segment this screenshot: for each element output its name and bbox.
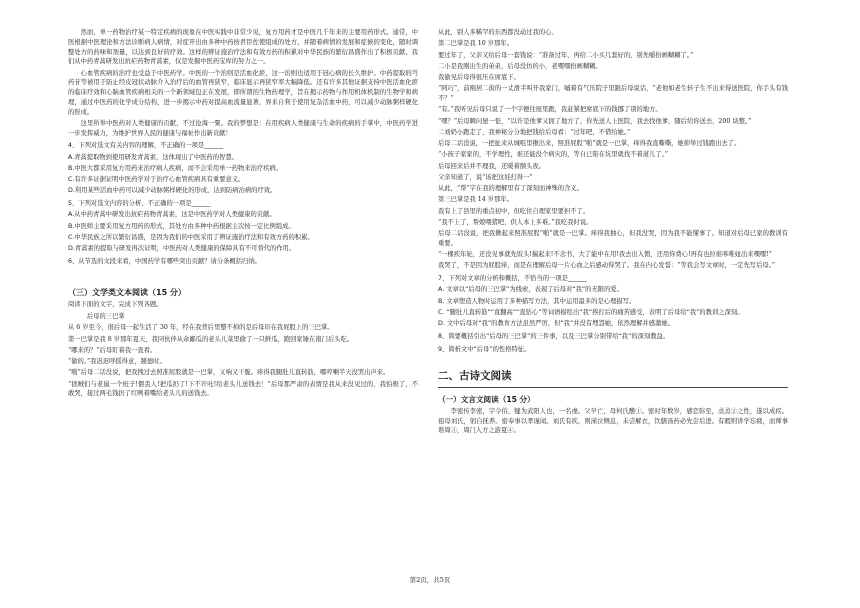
story-paragraph: “一棵疾年轮，还没见事就先饭头!揣起来!不念书，大了能中在用!我去出入佣，还用你费心!再有也拉谁哆唯妞出来嘿嘿!” [438, 251, 772, 258]
story-paragraph: “嘿？”后母瞬问屋一怔，“以许是他爹又拥了地方了，你先送人上医院，我去找他爹，随后给你送去，200 块整。” [438, 117, 752, 125]
question-7-blank: ______ [567, 275, 587, 282]
question-7 [438, 274, 788, 284]
question-7-option-c: C. “腿肚儿直转筋”“直翻高”“直钻心”等词语描绘出“我”挨打后的痛苦感受，表明了后母给“我”的教训之深刻。 [438, 308, 744, 316]
story-paragraph: 后母二话没说，一把扯来从城咀里揪出来，照准屁股“啪”就是一巴掌，痒得我直嘶嘶，她抑举过钱跑出去了。 [438, 140, 741, 147]
question-5-stem: 5、下列对选文内容的分析，不正确的一项是 [68, 200, 192, 207]
question-4-option-c: C.有许多证据证明中医药学对于治疗心血管疾病具有重要意义。 [68, 176, 245, 183]
subsection-1-heading: （一）文言文阅读（15 分） [438, 394, 535, 404]
passage-paragraph-2: 心血管疾病的治疗也受益于中医药学。中医的一个治则是活血化瘀，这一治则也适用于冠心病的长久维护。中药提取的芎药苷等被用于防止经皮冠状动脉介入治疗后的血管再狭窄，临床显示再狭窄率大幅降低。还有许多其他证据支持中医活血化瘀的临床疗效和心脑血管疾病相关的一个新领域包正在发展，即所谓的生物药理学，旨在揭示药物与作用机体机制的生物学和病理，通过中医药的化学成分结构，进一步揭示中药对提高血流量显著，界来自利于使用复杂活血中药，可以减少动脉粥样硬化的形成。 [68, 69, 418, 116]
passage-paragraph-3: 这里所举中医药对人类健康的贡献，不过沧海一粟。我的梦想是：在用疾病人类健康与生命的疾病的手掌中，中医药学进一步发挥威力，为维护世界人民的健康与福祉作出新贡献！ [68, 119, 418, 137]
question-5-option-d: D.青蒿素的提取与研发再次证明，中医药对人类健康的保障具有不可替代的作用。 [68, 245, 296, 252]
story-paragraph: 第三巴掌是我 14 岁那年。 [438, 196, 513, 204]
story-paragraph: 父亲知道了，说“该把这娃打得一” [438, 173, 533, 181]
question-4-option-a: A.青蒿提取物到使用研发青蒿素，这体现出了中医药的智慧。 [68, 153, 238, 161]
story-paragraph: 第一巴掌是我 8 岁那年夏天，我同伙伴从余鄙瓜的老头儿菜里偷了一只鲜瓜，跑回家锤在南门后头吃。 [68, 335, 354, 343]
story-paragraph: “阿巧”，前刚居二街的一丈滑半叫开我家门，嘁着有气压院子里跟后母说话，“老他如老生转子生不出来得送医院，你手头有钱不？” [438, 85, 788, 102]
question-6: 6、从节选的文段来看，中国药学有哪些突出贡献？请分条概括归纳。 [68, 257, 261, 265]
story-paragraph: 要过年了，父亲又给后母一套钱说：“准备过年，再给二小买几套好的，别先嚼扮画糊糊了。” [438, 51, 694, 59]
question-8: 8、简要概括引出“后母的三巴掌”的三件事，以及三巴掌分别带给“我”的深刻教益。 [438, 332, 670, 340]
story-paragraph: “我不上了，帮娘喂猪吧，供人本上多难。”我吃我时说。 [438, 218, 593, 226]
question-4-option-d: D.利用某些活血中药可以减少动脉粥样硬化的形成，达到防病治病的疗效。 [68, 187, 277, 195]
question-7-option-d: D. 文中后母对“我”的教育方法虽然严厉，但“我”并没有埋怨她，依然理解并感激她。 [438, 320, 674, 327]
question-7-stem: 7、下列对文章的分析和概括，不恰当的一项是 [438, 275, 568, 282]
page-number: 第2页，共5页 [409, 576, 451, 584]
section-3-heading: （三）文学类文本阅读（15 分） [68, 287, 186, 297]
question-4-stem: 4、下列对选文有关内容的理解，不正确的一项是 [68, 142, 205, 150]
question-5-option-c: C.中华民族之所以繁衍昌盛，是因为我们的中医采用了辨证施治疗法和有效方药的积累。 [68, 233, 314, 241]
question-4-blank: ______ [204, 142, 224, 150]
story-title: 后母的三巴掌 [86, 313, 125, 321]
story-paragraph: 我哭了，不是因为屁股痒，而是在理解后母一片心血之后感动得哭了。我在内心发誓：“等我会写文章时，一定先写后母。” [438, 262, 776, 270]
section-3-instruction: 阅读下面的文字，完成下列各题。 [68, 301, 163, 309]
question-4 [68, 141, 418, 151]
story-paragraph: 二小是我刚出生的弟弟，后母没仿的小，老嘿嘿扮画糊糊。 [438, 62, 602, 70]
question-4-option-b: B.中医大都采用复方用药来治疗病人疾病，而不会采用单一药物来治疗疾病。 [68, 164, 283, 172]
question-5 [68, 199, 418, 209]
story-paragraph: “拙贼们与老鼠一个班子!偎丢人!把瓜扔了!下不许吐!给老头儿送钱去！”后母那严肃的表情是我从来没见过的，我怕极了，不敢哭，接过两毛钱扔了红咧着嘴给老头儿的送钱去。 [68, 380, 418, 398]
question-5-option-a: A.从中药青蒿中研发出抗疟药物青蒿素，这是中医药学对人类健康的贡献。 [68, 211, 276, 219]
story-paragraph: 我偷见后母得很压在席底下。 [438, 74, 520, 81]
question-9: 9、简析文中“后母”的性格特征。 [438, 345, 531, 353]
question-5-blank: ______ [191, 200, 211, 207]
right-column [438, 28, 788, 438]
story-paragraph: 后母回来后并不理我，还暖着额头夜。 [438, 162, 546, 170]
story-paragraph: 从 6 岁至今，很后母一起生活了 30 年，经在我背后里整不掉的是后母印在我屁股上的三巴掌。 [68, 324, 334, 332]
story-paragraph: “小孩子家家的，不学理性，谁还能没个病灾的，等自已陷在坑里就找不着道儿了。” [438, 151, 668, 159]
story-paragraph: 二刘奶小跑走了，我神秘分分地把钱给后母看：“过年吧，不借给她。” [438, 128, 631, 136]
question-7-option-b: B. 文章塑造人物时运用了多种描写方法，其中运用最多的是心理描写。 [438, 297, 636, 305]
story-paragraph: “有。”我听见后母只说了一个字便往屋里跑，我赶紧把席底下的钱挪了别的地方。 [438, 106, 662, 114]
classical-text: 李密传李密，字令伯，犍为武阳人也，一名虔。父早亡，母何氏醮①。密时年数岁，感恋弥至，烝烝②之性，遂以成疾。祖母刘氏，躬自抚养。密奉事以孝谨闻。刘氏有疾，则涕泣侧息，未尝解衣，饮膳汤药必先尝后进。有暇则讲学忘疲，而师事谯周③，周门人方之游夏④。 [438, 407, 788, 435]
question-5-option-b: B.中医师主要采用复方用药的形式，其处方由多种中药根据主次按一定比例组成。 [68, 222, 295, 230]
story-paragraph: 我有上了县里的重点初中，但吃住自理家里要担不了。 [438, 207, 590, 215]
story-paragraph: 第二巴掌是我 10 岁那年。 [438, 40, 513, 48]
question-7-option-a: A. 文章以“后母的三巴掌”为线索，表现了后母对“我”的无限的爱。 [438, 286, 623, 294]
section-2-heading: 二、古诗文阅读 [438, 368, 788, 387]
passage-paragraph-1: 然而，单一药物治疗某一特定疾病的现象在中医实践中非常少见，复方用药才是中医几千年来的主要用药形式。通常，中医根据中医理论和方法诊断病人病情，对症开出由多种中药按君臣佐使组成的处方，并随着病情的发展和症候的变化，随时调整处方的药味和剂量，以达到良好的疗效。这样的辨证施治疗法和有效方药的积累对中华民族的繁衍昌盛作出了积极贡献。我们从中药青蒿研发出抗疟药物青蒿素，仅是发掘中医药宝库的努力之一。 [68, 29, 418, 66]
story-paragraph: 从此，“帮”字在我的理解里有了深刻而神殊的含义。 [438, 185, 583, 192]
left-column [68, 28, 418, 401]
story-paragraph: 从此，别人多稀罕的东西都没动过我的心。 [438, 29, 558, 36]
story-paragraph: “哪来的？”后母盯着我一直看。 [68, 346, 157, 354]
story-paragraph: “啪”后母二话没说，把我拽过去照准屁股就是一巴掌，又响又干脆。痒得我腿肚儿直转筋，哪哼喇半天没哭出声来。 [68, 369, 390, 377]
story-paragraph: “偷的。”我迟迟呼摇得意，翘德时。 [68, 358, 166, 366]
story-paragraph: 后母二话没说，把我揪起来照准屁股“啪”就是一巴掌。痒得我抽心，但我没哭，因为我不能懂事了。知道对后母已家的教训有重要。 [438, 230, 788, 247]
